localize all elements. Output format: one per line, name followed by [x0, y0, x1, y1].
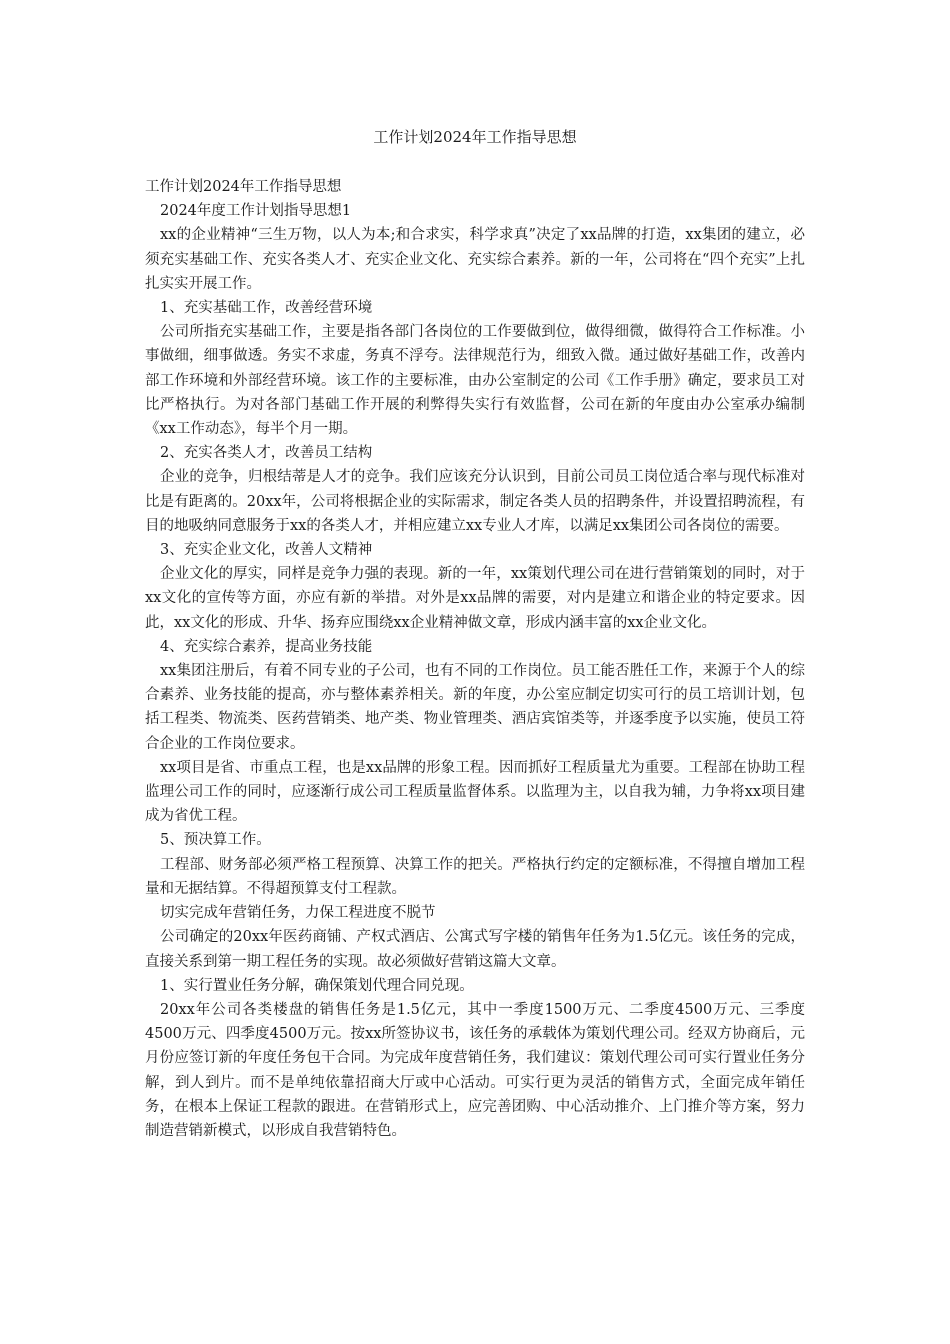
- paragraph: 3、充实企业文化，改善人文精神: [160, 542, 373, 559]
- paragraph: 5、预决算工作。: [160, 832, 271, 849]
- paragraph: xx的企业精神“三生万物，以人为本;和合求实，科学求真”决定了xx品牌的打造，xx集团的建立，必须充实基础工作、充实各类人才、充实企业文化、充实综合素养。新的一年，公司将在“四个充实”上扎扎实实开展工作。: [145, 227, 805, 292]
- paragraph: 1、充实基础工作，改善经营环境: [160, 300, 373, 317]
- paragraph: 工作计划2024年工作指导思想: [145, 179, 342, 195]
- paragraph: xx集团注册后，有着不同专业的子公司，也有不同的工作岗位。员工能否胜任工作，来源于个人的综合素养、业务技能的提高，亦与整体素养相关。新的年度，办公室应制定切实可行的员工培训计划，包括工程类、物流类、医药营销类、地产类、物业管理类、酒店宾馆类等，并逐季度予以实施，使员工符合企业的工作岗位要求。: [145, 663, 805, 752]
- paragraph: 企业的竞争，归根结蒂是人才的竞争。我们应该充分认识到，目前公司员工岗位适合率与现代标准对比是有距离的。20xx年，公司将根据企业的实际需求，制定各类人员的招聘条件，并设置招聘流程，有目的地吸纳同意服务于xx的各类人才，并相应建立xx专业人才库，以满足xx集团公司各岗位的需要。: [145, 469, 805, 534]
- paragraph: xx项目是省、市重点工程，也是xx品牌的形象工程。因而抓好工程质量尤为重要。工程部在协助工程监理公司工作的同时，应逐渐行成公司工程质量监督体系。以监理为主，以自我为辅，力争将xx项目建成为省优工程。: [145, 759, 805, 825]
- paragraph: 4、充实综合素养，提高业务技能: [160, 638, 373, 655]
- paragraph: 2、充实各类人才，改善员工结构: [160, 445, 373, 462]
- paragraph: 2024年度工作计划指导思想1: [160, 203, 352, 220]
- paragraph: 工程部、财务部必须严格工程预算、决算工作的把关。严格执行约定的定额标准，不得擅自增加工程量和无据结算。不得超预算支付工程款。: [145, 856, 805, 897]
- document-title: 工作计划2024年工作指导思想: [373, 128, 577, 146]
- paragraph: 公司确定的20xx年医药商铺、产权式酒店、公寓式写字楼的销售年任务为1.5亿元。该任务的完成，直接关系到第一期工程任务的实现。故必须做好营销这篇大文章。: [145, 929, 805, 970]
- document-body: [145, 175, 805, 1143]
- paragraph: 20xx年公司各类楼盘的销售任务是1.5亿元，其中一季度1500万元、二季度4500万元、三季度4500万元、四季度4500万元。按xx所签协议书，该任务的承载体为策划代理公司。经双方协商后，元月份应签订新的年度任务包干合同。为完成年度营销任务，我们建议：策划代理公司可实行置业任务分解，到人到片。而不是单纯依靠招商大厅或中心活动。可实行更为灵活的销售方式，全面完成年销任务，在根本上保证工程款的跟进。在营销形式上，应完善团购、中心活动推介、上门推介等方案，努力制造营销新模式，以形成自我营销特色。: [145, 1001, 805, 1139]
- paragraph: 切实完成年营销任务，力保工程进度不脱节: [160, 905, 436, 922]
- paragraph: 企业文化的厚实，同样是竞争力强的表现。新的一年，xx策划代理公司在进行营销策划的同时，对于xx文化的宣传等方面，亦应有新的举措。对外是xx品牌的需要，对内是建立和谐企业的特定要求。因此，xx文化的形成、升华、扬弃应围绕xx企业精神做文章，形成内涵丰富的xx企业文化。: [145, 566, 805, 631]
- paragraph: 1、实行置业任务分解，确保策划代理合同兑现。: [160, 977, 474, 994]
- paragraph: 公司所指充实基础工作，主要是指各部门各岗位的工作要做到位，做得细微，做得符合工作标准。小事做细，细事做透。务实不求虚，务真不浮夸。法律规范行为，细致入微。通过做好基础工作，改善内部工作环境和外部经营环境。该工作的主要标准，由办公室制定的公司《工作手册》确定，要求员工对比严格执行。为对各部门基础工作开展的利弊得失实行有效监督，公司在新的年度由办公室承办编制《xx工作动态》，每半个月一期。: [145, 324, 805, 438]
